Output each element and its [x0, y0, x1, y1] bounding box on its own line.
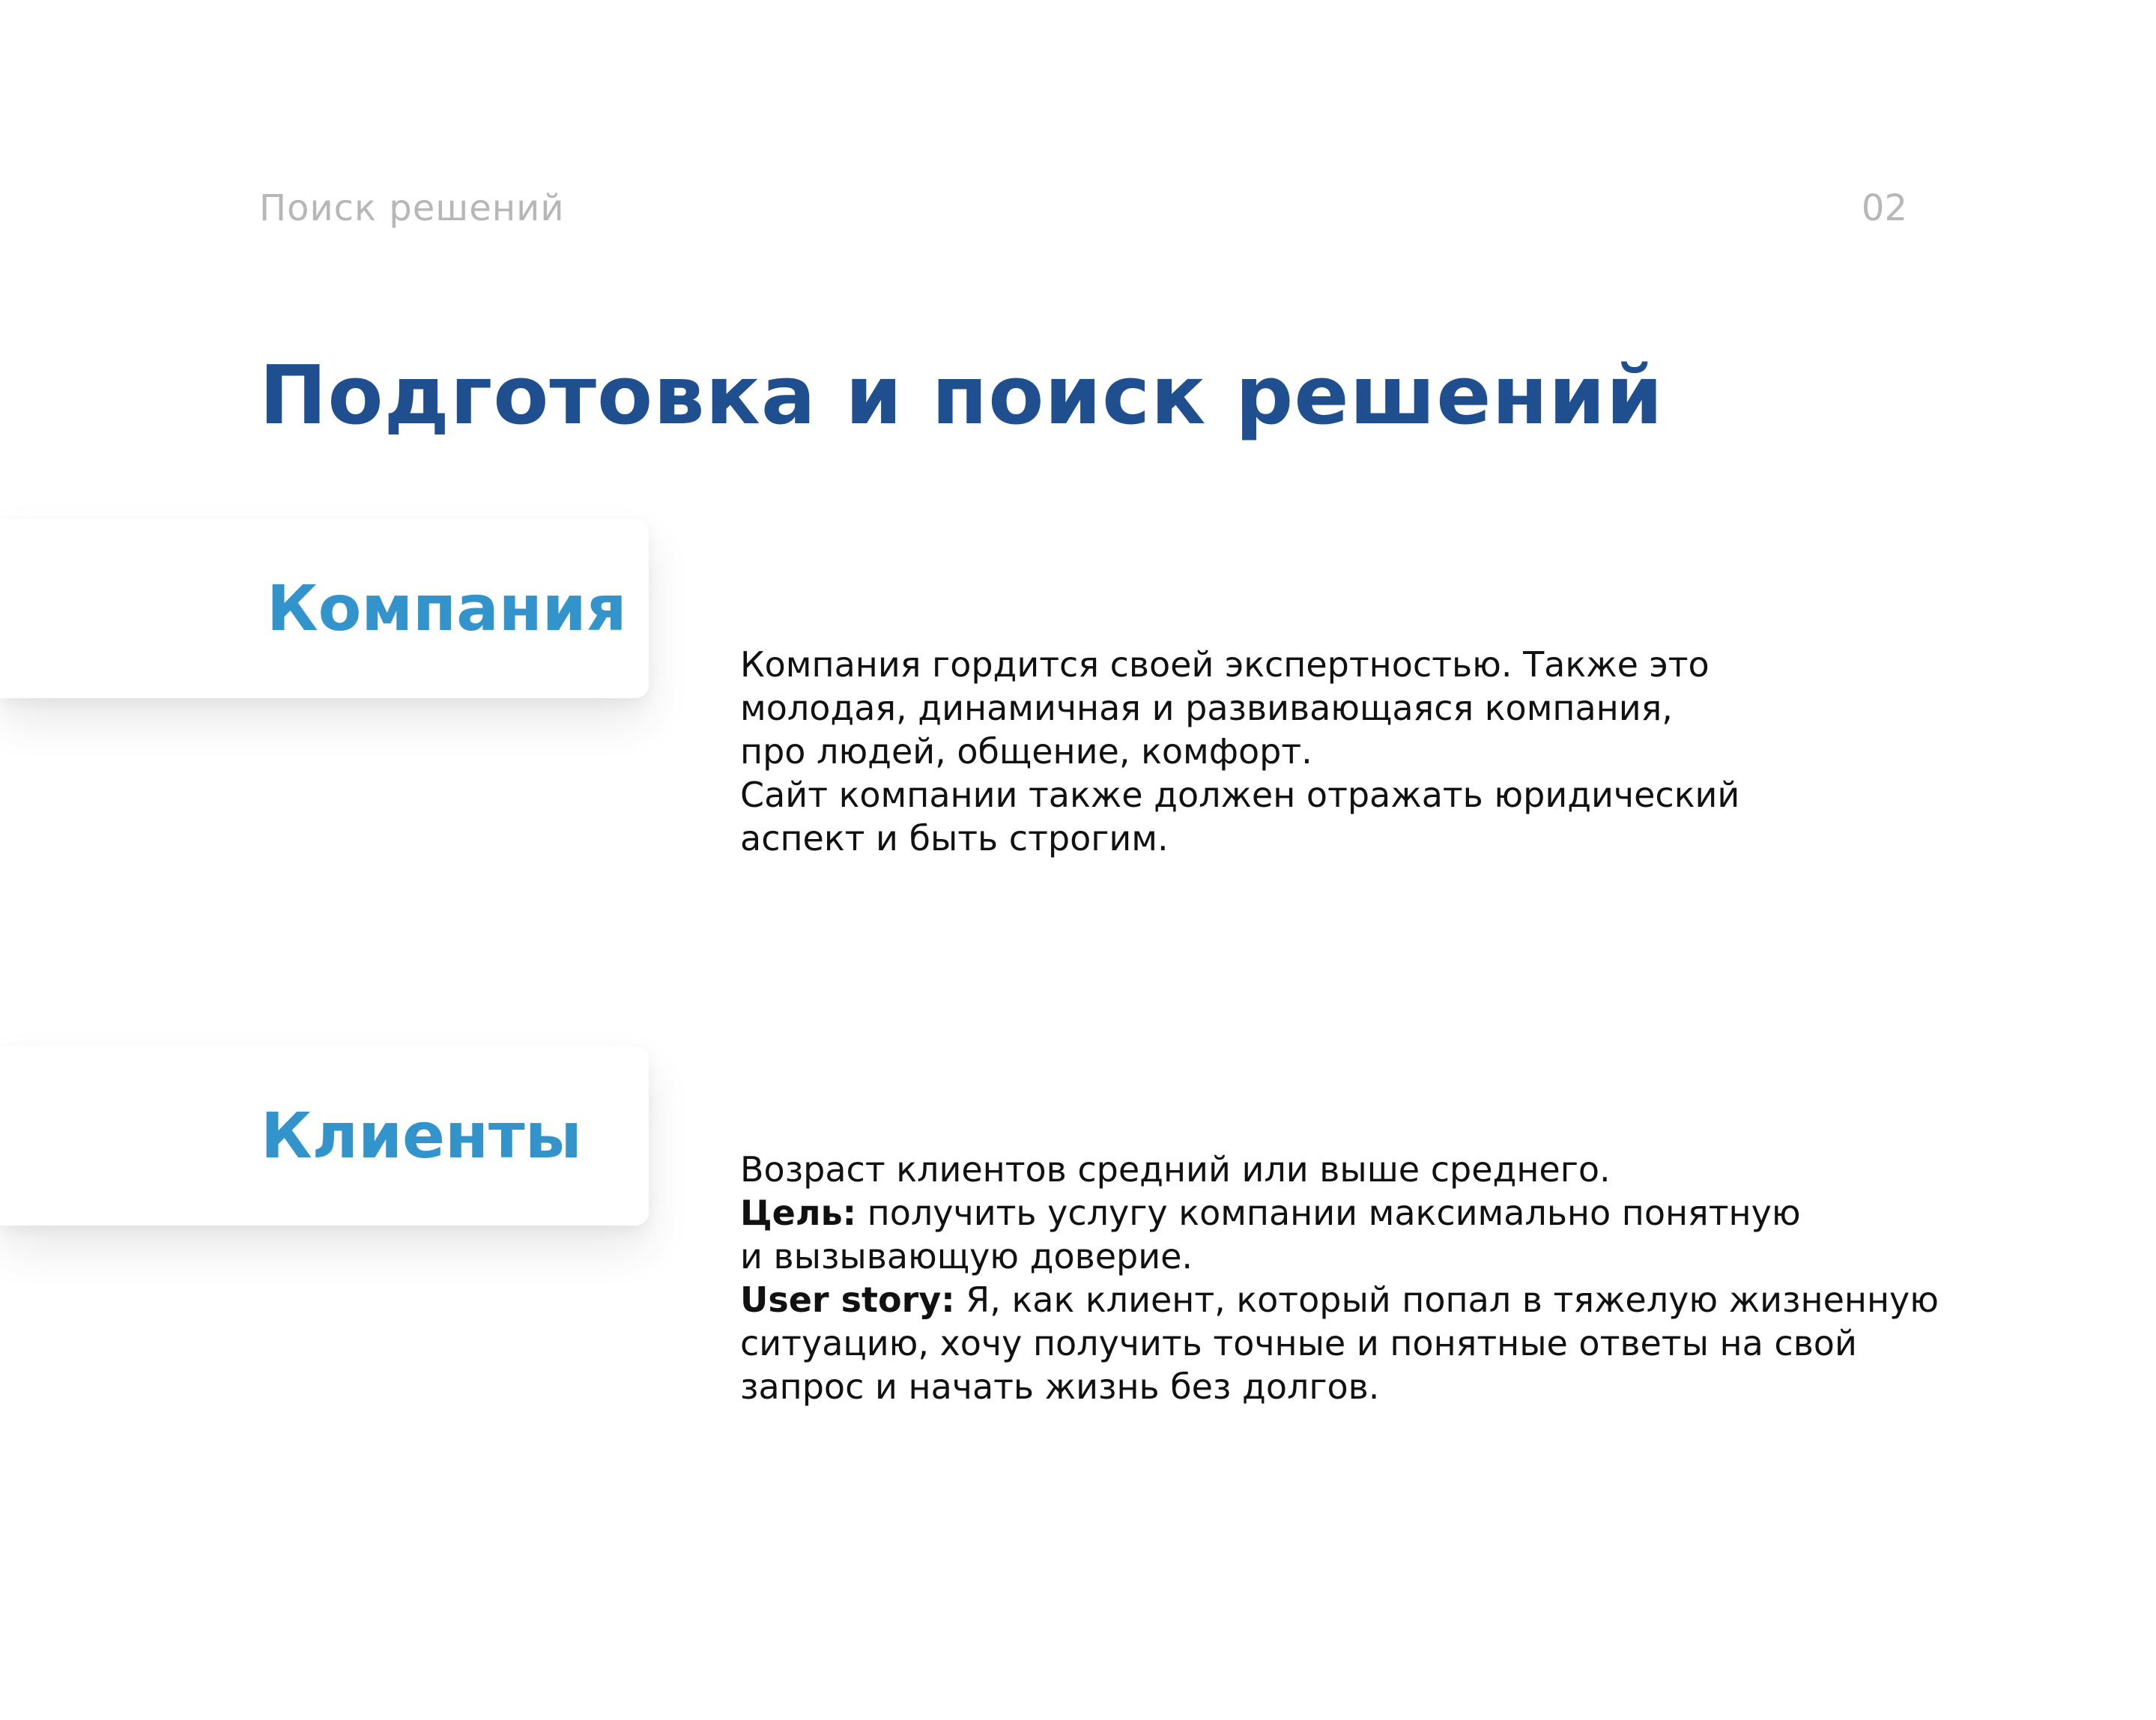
company-card — [0, 518, 649, 698]
company-description — [740, 643, 1954, 860]
story-label: User story: — [740, 1280, 955, 1320]
clients-story-line — [740, 1278, 1954, 1321]
page-title: Подготовка и поиск решений — [259, 349, 1664, 443]
goal-label: Цель: — [740, 1193, 857, 1233]
goal-text: получить услугу компании максимально понятную — [856, 1193, 1801, 1233]
clients-card-title: Клиенты — [261, 1099, 582, 1172]
clients-story-line-3: запрос и начать жизнь без долгов. — [740, 1366, 1380, 1407]
company-card-title: Компания — [267, 572, 627, 645]
clients-card — [0, 1046, 649, 1226]
clients-age-line: Возраст клиентов средний или выше среднего. — [740, 1149, 1611, 1190]
company-line: молодая, динамичная и развивающаяся компания, — [740, 688, 1673, 728]
company-line: аспект и быть строгим. — [740, 818, 1169, 859]
page-number: 02 — [1861, 187, 1907, 229]
company-line: про людей, общение, комфорт. — [740, 731, 1312, 772]
clients-description — [740, 1148, 1954, 1408]
clients-goal-line — [740, 1191, 1954, 1235]
clients-story-line-2: ситуацию, хочу получить точные и понятные ответы на свой — [740, 1323, 1857, 1363]
clients-goal-line-2: и вызывающую доверие. — [740, 1236, 1193, 1277]
section-label: Поиск решений — [259, 187, 565, 229]
company-line: Компания гордится своей экспертностью. Также это — [740, 644, 1710, 685]
story-text: Я, как клиент, который попал в тяжелую жизненную — [954, 1280, 1939, 1320]
company-line: Сайт компании также должен отражать юридический — [740, 775, 1740, 815]
